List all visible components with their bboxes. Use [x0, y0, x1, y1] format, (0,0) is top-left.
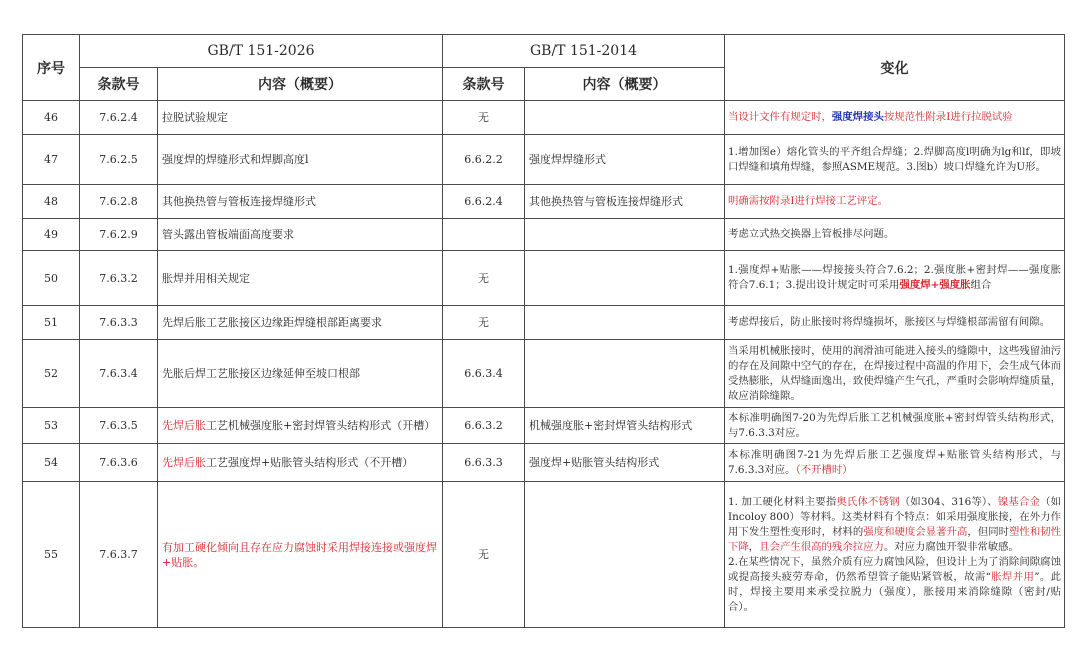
- seq-cell: 51: [23, 306, 80, 340]
- clause-old-cell: 6.6.2.4: [443, 185, 525, 219]
- content-old-cell: [525, 219, 725, 251]
- content-old-cell: [525, 482, 725, 628]
- change-text: 强度焊接头: [831, 111, 884, 123]
- seq-header: 序号: [23, 35, 80, 101]
- change-text: 强度焊+强度胀: [899, 279, 971, 291]
- seq-cell: 53: [23, 408, 80, 444]
- seq-cell: 48: [23, 185, 80, 219]
- table-row: [23, 219, 1065, 251]
- change-cell: [725, 340, 1065, 408]
- header-row-1: [23, 35, 1065, 68]
- content-new-cell: 管头露出管板端面高度要求: [158, 219, 443, 251]
- change-text: 塑性和韧性下降: [728, 525, 1062, 553]
- seq-cell: 55: [23, 482, 80, 628]
- change-text: 奥氏体不锈钢: [836, 495, 900, 508]
- clause-new-cell: 7.6.2.9: [80, 219, 158, 251]
- change-text: 1. 加工硬化材料主要指: [728, 495, 837, 508]
- clause-old-cell: 6.6.3.3: [443, 444, 525, 482]
- change-text: 强度和硬度会显著升高: [863, 525, 968, 538]
- clause-old-cell: 6.6.3.2: [443, 408, 525, 444]
- change-text: 按规范性附录I进行拉脱试验: [883, 111, 1013, 123]
- table-row: [23, 482, 1065, 628]
- change-text: 。对应力腐蚀开裂非常敏感。: [883, 540, 1019, 553]
- change-text: 镍基合金: [997, 495, 1041, 508]
- seq-cell: 47: [23, 135, 80, 185]
- std-old-header: GB/T 151-2014: [443, 35, 725, 68]
- seq-cell: 46: [23, 101, 80, 135]
- change-text: 考虑立式热交换器上管板排尽问题。: [728, 228, 895, 240]
- change-cell: [725, 482, 1065, 628]
- change-text: 当设计文件有规定时，: [728, 111, 832, 123]
- content-old-cell: [525, 306, 725, 340]
- content-new-cell: 先胀后焊工艺胀接区边缘延伸至坡口根部: [158, 340, 443, 408]
- content-new-cell: [158, 408, 443, 444]
- clause-old-cell: 6.6.2.2: [443, 135, 525, 185]
- content-old-cell: 机械强度胀+密封焊管头结构形式: [525, 408, 725, 444]
- content-new-text: 工艺强度焊+贴胀管头结构形式（不开槽）: [206, 456, 414, 469]
- clause-new-cell: 7.6.3.4: [80, 340, 158, 408]
- content-old-cell: 其他换热管与管板连接焊缝形式: [525, 185, 725, 219]
- content-new-cell: 其他换热管与管板连接焊缝形式: [158, 185, 443, 219]
- clause-old-cell: 无: [443, 251, 525, 306]
- clause-old-cell: [443, 219, 525, 251]
- clause-new-cell: 7.6.2.4: [80, 101, 158, 135]
- change-text: 本标准明确图7-20为先焊后胀工艺机械强度胀+密封焊管头结构形式，与7.6.3.3对应。: [728, 411, 1061, 439]
- table-row: [23, 444, 1065, 482]
- content-new-cell: 拉脱试验规定: [158, 101, 443, 135]
- content-old-cell: [525, 251, 725, 306]
- clause-new-cell: 7.6.3.7: [80, 482, 158, 628]
- change-text: （不开槽时）: [795, 463, 853, 476]
- change-text: 1.强度焊+贴胀——焊接接头符合7.6.2；2.强度胀+密封焊——强度胀符合7.6.1；3.提出设计规定时可采用: [728, 264, 1061, 291]
- change-text: ”。此时，焊接主要用来承受拉脱力（强度），胀接用来消除缝隙（密封/贴合）。: [728, 570, 1061, 613]
- change-text: 当采用机械胀接时，使用的润滑油可能进入接头的缝隙中，这些残留油污的存在及间隙中空气的存在，在焊接过程中高温的作用下，会生成气体而受热膨胀，从焊缝面逸出，致使焊缝产生气孔，严重时会影响焊缝质量，故应消除缝隙。: [728, 344, 1061, 402]
- change-text: 且会产生很高的残余拉应力: [759, 540, 884, 553]
- table-row: [23, 251, 1065, 306]
- clause-old-cell: 无: [443, 482, 525, 628]
- clause-old-header: 条款号: [443, 68, 525, 101]
- seq-cell: 50: [23, 251, 80, 306]
- change-text: ，: [748, 540, 760, 553]
- clause-new-cell: 7.6.3.6: [80, 444, 158, 482]
- change-text: 2.在某些情况下，虽然介质有应力腐蚀风险，但设计上为了消除间隙腐蚀或提高接头疲劳寿命，仍然希望管子能贴紧管板，故需“: [728, 555, 1061, 583]
- change-cell: [725, 135, 1065, 185]
- content-old-header: 内容（概要）: [525, 68, 725, 101]
- table-row: [23, 135, 1065, 185]
- content-new-header: 内容（概要）: [158, 68, 443, 101]
- seq-cell: 49: [23, 219, 80, 251]
- content-new-text: 有加工硬化倾向且存在应力腐蚀时采用焊接连接或强度焊+贴胀。: [162, 540, 437, 569]
- change-cell: [725, 251, 1065, 306]
- clause-old-cell: 无: [443, 306, 525, 340]
- seq-cell: 54: [23, 444, 80, 482]
- change-text: 本标准明确图7-21为先焊后胀工艺强度焊+贴胀管头结构形式，与7.6.3.3对应。: [728, 448, 1061, 476]
- content-old-cell: [525, 340, 725, 408]
- content-old-cell: 强度焊+贴胀管头结构形式: [525, 444, 725, 482]
- content-new-cell: [158, 482, 443, 628]
- std-new-header: GB/T 151-2026: [80, 35, 443, 68]
- table-row: [23, 340, 1065, 408]
- change-text: 1.增加图e）熔化管头的平齐组合焊缝；2.焊脚高度l明确为lg和lf，即坡口焊缝和填角焊缝，参照ASME规范。3.图b）坡口焊缝允许为U形。: [728, 145, 1061, 173]
- change-text: 组合: [970, 279, 992, 291]
- change-text: 考虑焊接后，防止胀接时将焊缝损坏，胀接区与焊缝根部需留有间隙。: [728, 316, 1051, 328]
- clause-old-cell: 无: [443, 101, 525, 135]
- table-row: [23, 306, 1065, 340]
- table-body: [23, 101, 1065, 628]
- content-new-text: 工艺机械强度胀+密封焊管头结构形式（开槽）: [206, 419, 436, 432]
- content-new-text: 先焊后胀: [162, 456, 206, 469]
- change-text: ，但同时: [967, 525, 1010, 538]
- change-cell: [725, 306, 1065, 340]
- clause-new-cell: 7.6.3.5: [80, 408, 158, 444]
- change-text: （如304、316等）、: [899, 495, 998, 508]
- content-new-cell: 先焊后胀工艺胀接区边缘距焊缝根部距离要求: [158, 306, 443, 340]
- comparison-table: [22, 34, 1065, 628]
- table-row: [23, 101, 1065, 135]
- content-new-cell: [158, 444, 443, 482]
- content-new-cell: 强度焊的焊缝形式和焊脚高度l: [158, 135, 443, 185]
- clause-new-cell: 7.6.2.8: [80, 185, 158, 219]
- change-cell: [725, 444, 1065, 482]
- change-text: 胀焊并用: [990, 570, 1035, 583]
- content-new-text: 先焊后胀: [162, 419, 206, 432]
- change-text: 明确需按附录I进行焊接工艺评定。: [728, 195, 888, 207]
- table-row: [23, 408, 1065, 444]
- content-old-cell: 强度焊焊缝形式: [525, 135, 725, 185]
- change-cell: [725, 185, 1065, 219]
- content-new-cell: 胀焊并用相关规定: [158, 251, 443, 306]
- change-cell: [725, 101, 1065, 135]
- table-row: [23, 185, 1065, 219]
- content-old-cell: [525, 101, 725, 135]
- change-text: （如Incoloy 800）等材料。这类材料有个特点：如采用强度胀接，在外力作用下发生塑性变形时，材料的: [728, 495, 1062, 538]
- clause-new-cell: 7.6.3.2: [80, 251, 158, 306]
- clause-new-header: 条款号: [80, 68, 158, 101]
- clause-old-cell: 6.6.3.4: [443, 340, 525, 408]
- clause-new-cell: 7.6.3.3: [80, 306, 158, 340]
- change-header: 变化: [725, 35, 1065, 101]
- change-cell: [725, 408, 1065, 444]
- seq-cell: 52: [23, 340, 80, 408]
- clause-new-cell: 7.6.2.5: [80, 135, 158, 185]
- change-cell: [725, 219, 1065, 251]
